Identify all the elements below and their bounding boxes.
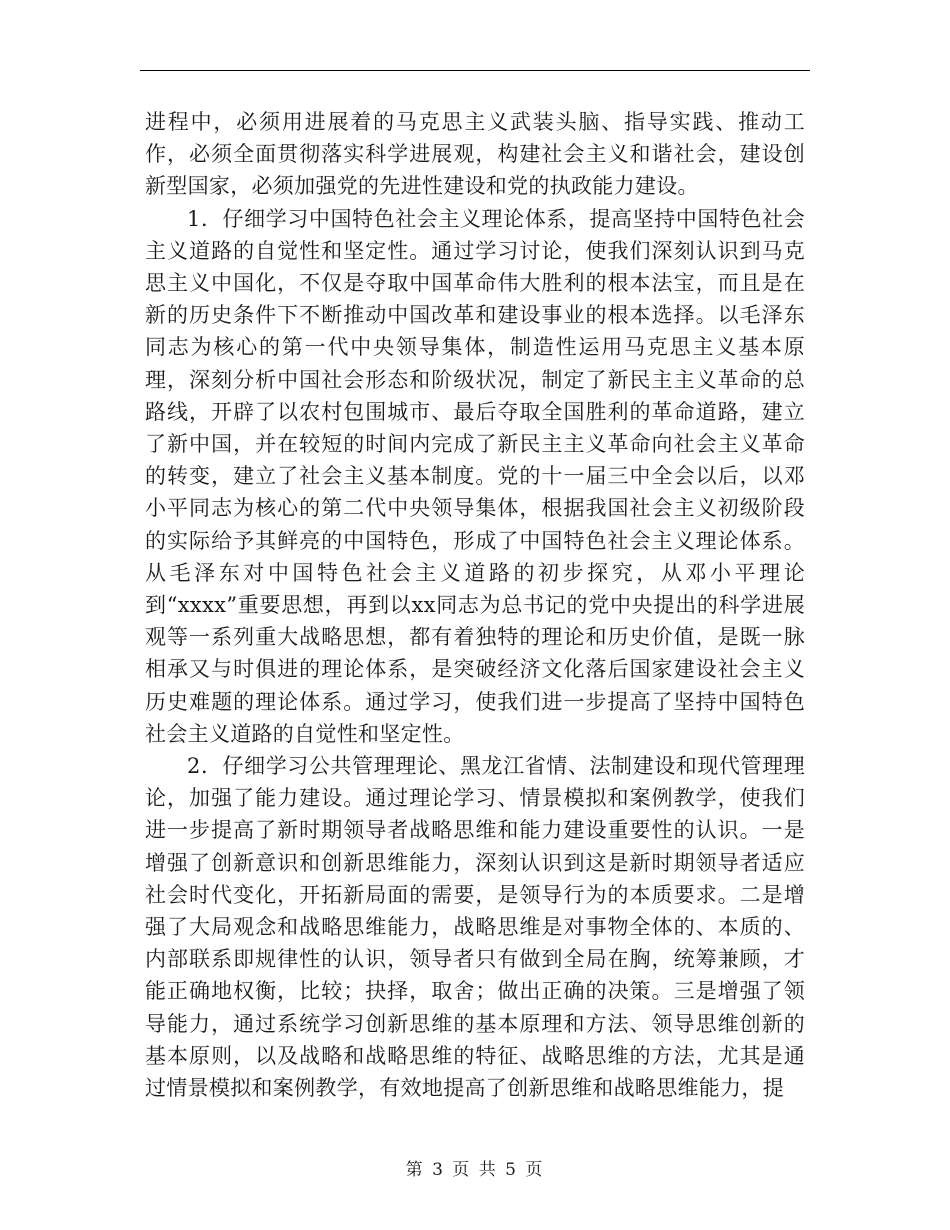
paragraph-section-2: 2．仔细学习公共管理理论、黑龙江省情、法制建设和现代管理理论，加强了能力建设。通过理论学习、情景模拟和案例教学，使我们进一步提高了新时期领导者战略思维和能力建设重要性的认识。一是增强了创新意识和创新思维能力，深刻认识到这是新时期领导者适应社会时代变化，开拓新局面的需要，是领导行为的本质要求。二是增强了大局观念和战略思维能力，战略思维是对事物全体的、本质的、内部联系即规律性的认识，领导者只有做到全局在胸，统筹兼顾，才能正确地权衡，比较；抉择，取舍；做出正确的决策。三是增强了领导能力，通过系统学习创新思维的基本原理和方法、领导思维创新的基本原则，以及战略和战略思维的特征、战略思维的方法，尤其是通过情景模拟和案例教学，有效地提高了创新思维和战略思维能力，提 bbox=[145, 754, 805, 1101]
paragraph-continuation: 进程中，必须用进展着的马克思主义武装头脑、指导实践、推动工作，必须全面贯彻落实科学进展观，构建社会主义和谐社会，建设创新型国家，必须加强党的先进性建设和党的执政能力建设。 bbox=[145, 110, 805, 199]
page-number-footer: 第 3 页 共 5 页 bbox=[405, 1160, 545, 1180]
paragraph-section-1: 1．仔细学习中国特色社会主义理论体系，提高坚持中国特色社会主义道路的自觉性和坚定性。通过学习讨论，使我们深刻认识到马克思主义中国化，不仅是夺取中国革命伟大胜利的根本法宝，而且是在新的历史条件下不断推动中国改革和建设事业的根本选择。以毛泽东同志为核心的第一代中央领导集体，制造性运用马克思主义基本原理，深刻分析中国社会形态和阶级状况，制定了新民主主义革命的总路线，开辟了以农村包围城市、最后夺取全国胜利的革命道路，建立了新中国，并在较短的时间内完成了新民主主义革命向社会主义革命的转变，建立了社会主义基本制度。党的十一届三中全会以后，以邓小平同志为核心的第二代中央领导集体，根据我国社会主义初级阶段的实际给予其鲜亮的中国特色，形成了中国特色社会主义理论体系。从毛泽东对中国特色社会主义道路的初步探究，从邓小平理论到“xxxx”重要思想，再到以xx同志为总书记的党中央提出的科学进展观等一系列重大战略思想，都有着独特的理论和历史价值，是既一脉相承又与时俱进的理论体系，是突破经济文化落后国家建设社会主义历史难题的理论体系。通过学习，使我们进一步提高了坚持中国特色社会主义道路的自觉性和坚定性。 bbox=[145, 206, 805, 746]
header-rule bbox=[140, 70, 810, 71]
document-body bbox=[145, 106, 805, 1104]
